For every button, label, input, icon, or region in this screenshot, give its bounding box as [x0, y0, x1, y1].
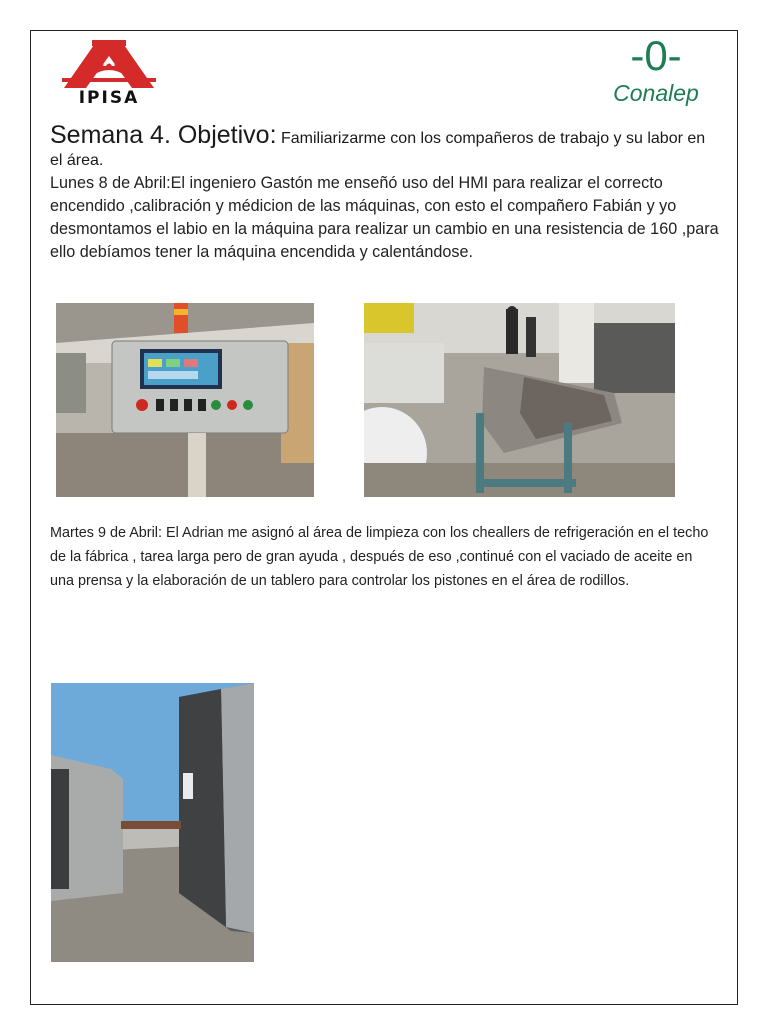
monday-paragraph: Lunes 8 de Abril:El ingeniero Gastón me enseñó uso del HMI para realizar el correcto encendido ,calibración y médicion de las máquinas, con esto el compañero Fabián y yo desmontamos el labio en la máquina para realizar un cambio en una resistencia de 160 ,para ello debíamos tener la máquina encendida y calentándose.	[50, 174, 719, 261]
tuesday-paragraph: Martes 9 de Abril: El Adrian me asignó al área de limpieza con los cheallers de refrigeración en el techo de la fábrica , tarea larga pero de gran ayuda , después de eso ,continué con el vaciado de aceite en una prensa y la elaboración de un tablero para controlar los pistones en el área de rodillos.	[50, 525, 709, 589]
corner-name: Conalep	[613, 80, 699, 106]
rooftop-chillers-photo	[51, 683, 254, 962]
ipisa-logo	[56, 36, 162, 108]
hmi-panel-photo	[56, 303, 314, 497]
intro-block	[50, 121, 720, 264]
week-heading: Semana 4. Objetivo:	[50, 121, 277, 149]
document-page	[30, 30, 738, 1005]
objective-line	[50, 121, 720, 172]
machine-disassembly-photo	[364, 303, 675, 497]
corner-number: -0-	[630, 32, 682, 79]
logo-text: IPISA	[78, 88, 140, 108]
corner-label	[601, 33, 711, 107]
ipisa-logo-icon	[56, 36, 162, 92]
objective-text: Familiarizarme con los compañeros de trabajo y su labor en el área.	[50, 130, 706, 169]
